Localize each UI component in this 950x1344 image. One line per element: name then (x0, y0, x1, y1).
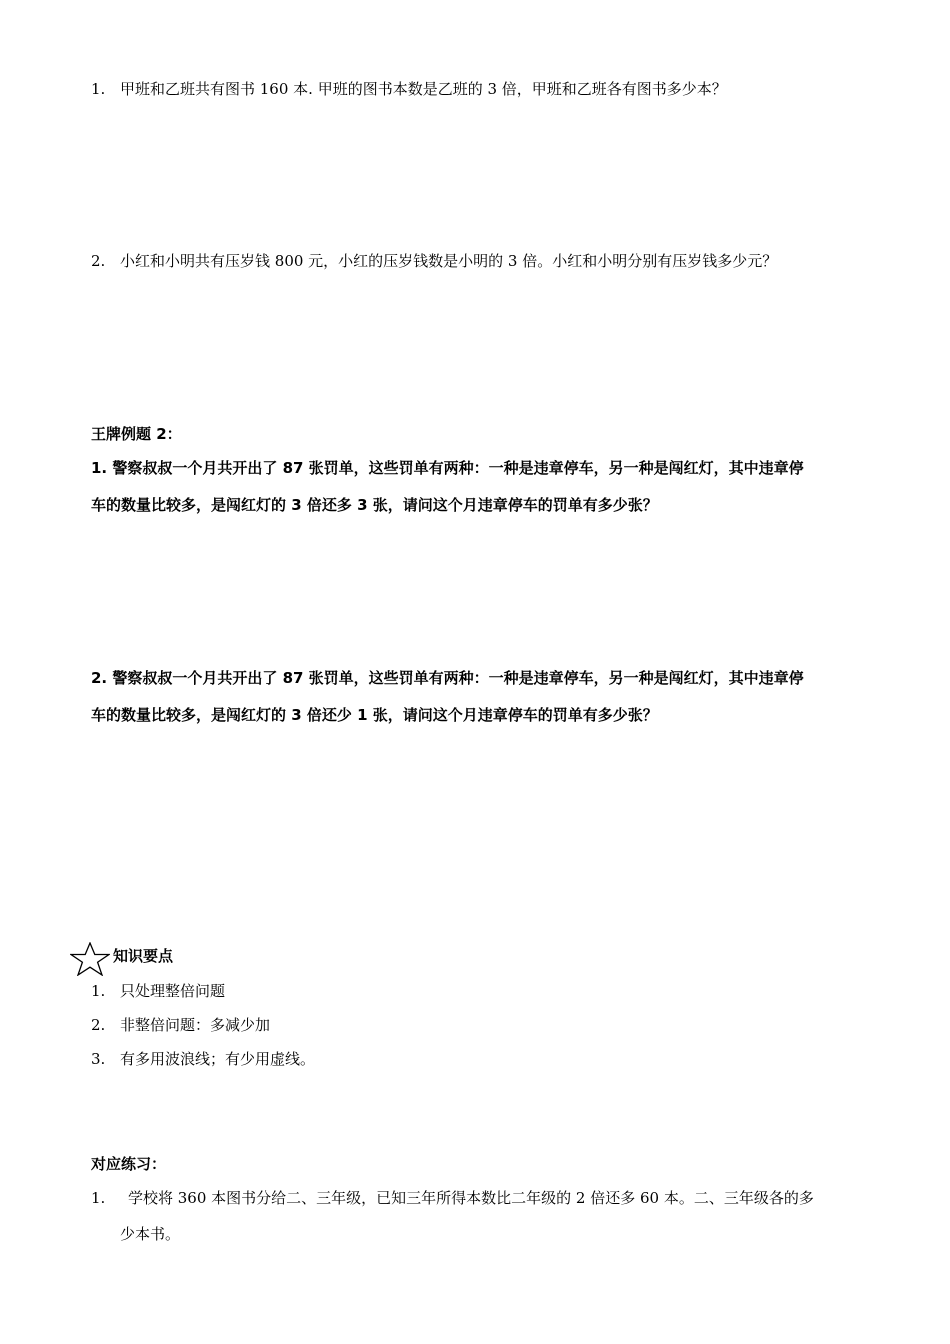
example-q1-line1: 1. 警察叔叔一个月共开出了 87 张罚单，这些罚单有两种：一种是违章停车，另一种是闯红灯，其中违章停 (91, 459, 804, 477)
exercise-item-1-number: 1. (91, 1189, 106, 1207)
knowledge-item-3-text: 有多用波浪线；有少用虚线。 (120, 1050, 316, 1068)
example-q2-line1: 2. 警察叔叔一个月共开出了 87 张罚单，这些罚单有两种：一种是违章停车，另一种是闯红灯，其中违章停 (91, 669, 804, 687)
example-q1-line2: 车的数量比较多，是闯红灯的 3 倍还多 3 张，请问这个月违章停车的罚单有多少张？ (91, 496, 658, 514)
star-outline-icon (70, 942, 110, 976)
knowledge-item-2 (91, 1015, 270, 1035)
exercise-item-1-line2: 少本书。 (120, 1225, 181, 1243)
knowledge-item-1-text: 只处理整倍问题 (120, 982, 226, 1000)
practice-item-2 (91, 251, 777, 271)
knowledge-item-3 (91, 1049, 315, 1069)
knowledge-item-1 (91, 981, 225, 1001)
practice-item-1-number: 1. (91, 80, 106, 98)
knowledge-item-1-number: 1. (91, 982, 106, 1000)
knowledge-item-2-number: 2. (91, 1016, 106, 1034)
example-q2-line2: 车的数量比较多，是闯红灯的 3 倍还少 1 张，请问这个月违章停车的罚单有多少张？ (91, 706, 658, 724)
exercise-item-1-line1: 学校将 360 本图书分给二、三年级，已知三年所得本数比二年级的 2 倍还多 60 本。二、三年级各的多 (128, 1189, 814, 1207)
practice-item-2-text: 小红和小明共有压岁钱 800 元，小红的压岁钱数是小明的 3 倍。小红和小明分别有压岁钱多少元？ (120, 252, 778, 270)
exercise-title: 对应练习： (91, 1155, 167, 1173)
example-title: 王牌例题 2： (91, 425, 182, 443)
exercise-item-1 (91, 1188, 814, 1208)
practice-item-1-text: 甲班和乙班共有图书 160 本. 甲班的图书本数是乙班的 3 倍，甲班和乙班各有图书多少本？ (120, 80, 727, 98)
knowledge-title: 知识要点 (113, 947, 174, 965)
practice-item-1 (91, 79, 727, 99)
knowledge-item-3-number: 3. (91, 1050, 106, 1068)
knowledge-item-2-text: 非整倍问题：多减少加 (120, 1016, 271, 1034)
practice-item-2-number: 2. (91, 252, 106, 270)
